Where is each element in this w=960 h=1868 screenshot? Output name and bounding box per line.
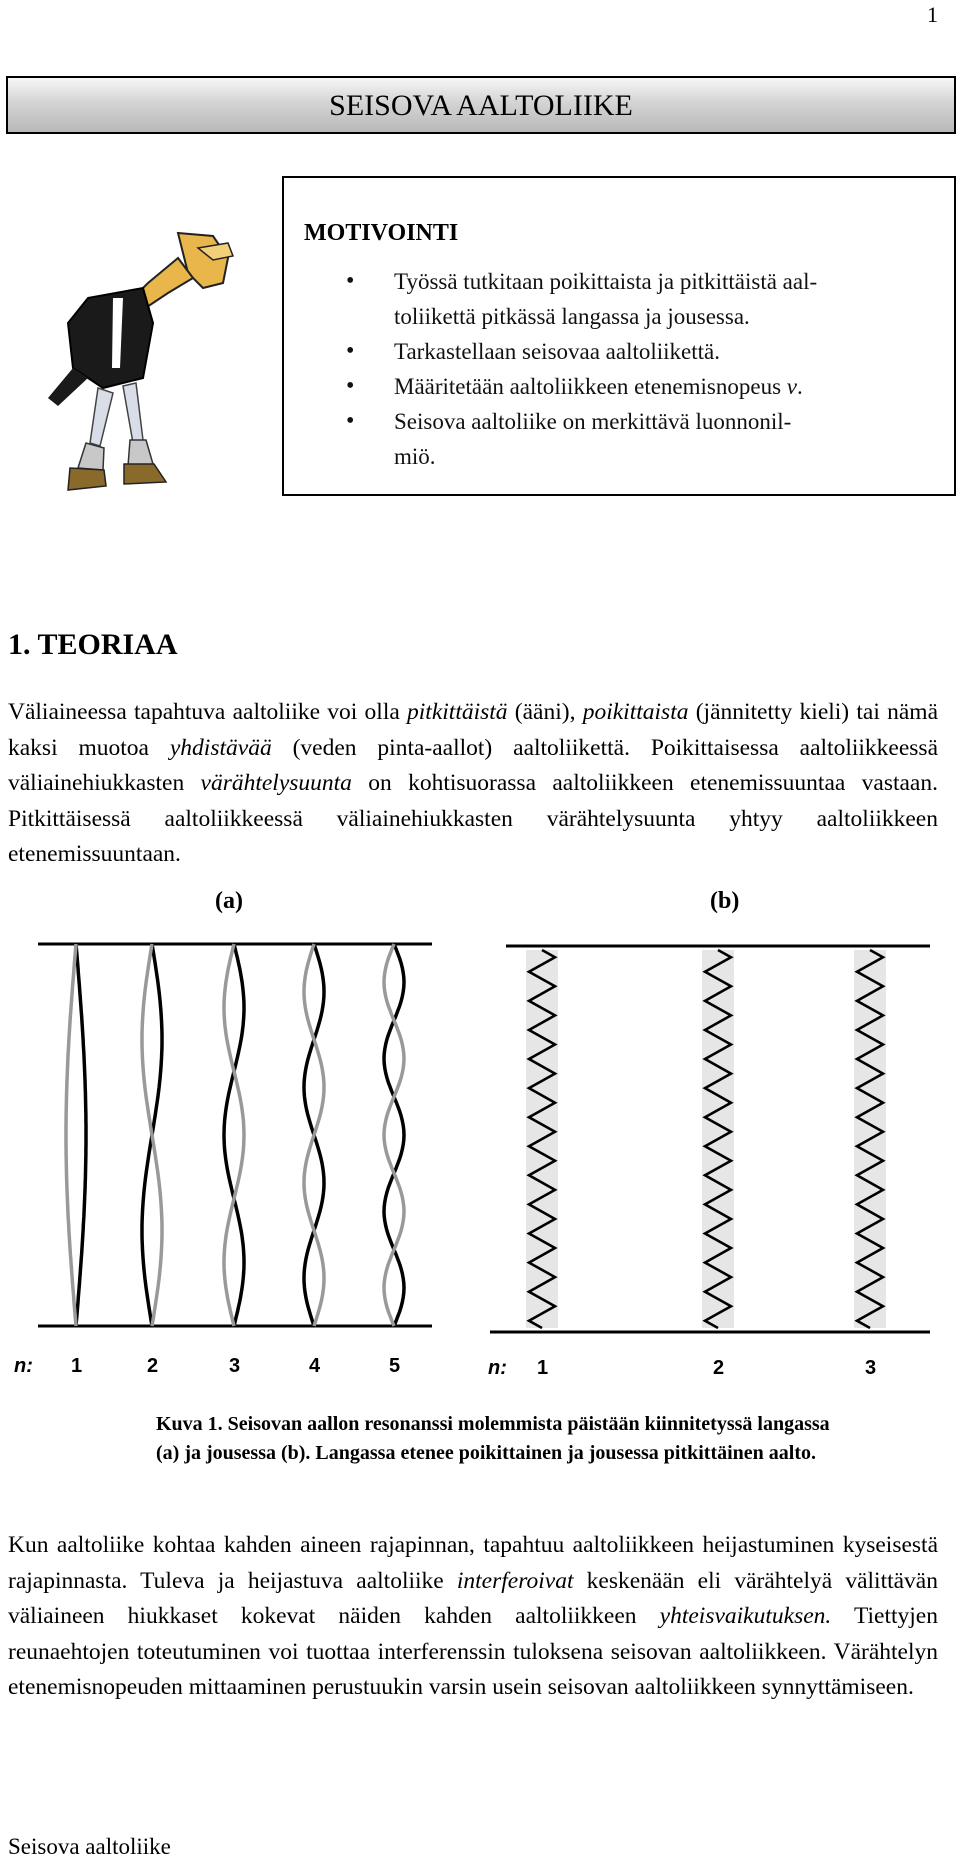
string-wave-mode-1 <box>76 944 86 1326</box>
page-title: SEISOVA AALTOLIIKE <box>6 76 956 134</box>
bullet-icon: • <box>346 268 355 294</box>
figure-b-label: (b) <box>710 888 740 914</box>
string-wave-mode-3 <box>224 944 244 1326</box>
mode-labels-a <box>71 1355 400 1377</box>
list-item: • Työssä tutkitaan poikittaista ja pitkittäistä aal- toliikettä pitkässä langassa ja jousessa. <box>344 264 934 334</box>
motivation-list <box>344 264 934 474</box>
n-label-b: n: <box>488 1357 507 1379</box>
mode-label: 2 <box>713 1357 725 1379</box>
string-wave-mode-3 <box>224 944 244 1326</box>
list-item: • Tarkastellaan seisovaa aaltoliikettä. <box>344 334 934 369</box>
mode-label: 1 <box>71 1355 83 1377</box>
motivation-heading: MOTIVOINTI <box>304 220 459 246</box>
string-modes <box>66 944 404 1326</box>
motivation-box <box>282 176 956 496</box>
section-title: 1. TEORIAA <box>8 628 178 661</box>
footer-text: Seisova aaltoliike <box>8 1834 171 1859</box>
standing-wave-figure <box>0 930 960 1390</box>
list-item: • Seisova aaltoliike on merkittävä luonnonil- miö. <box>344 404 934 474</box>
string-wave-mode-1 <box>66 944 76 1326</box>
mode-label: 3 <box>229 1355 241 1377</box>
spring-modes <box>526 950 886 1328</box>
bullet-icon: • <box>346 338 355 364</box>
string-wave-mode-4 <box>304 944 324 1326</box>
bullet-icon: • <box>346 408 355 434</box>
paragraph: Väliaineessa tapahtuva aaltoliike voi olla pitkittäistä (ääni), poikittaista (jännitetty kieli) tai nämä kaksi muotoa yhdistävää (veden pinta-aallot) aaltoliikettä. Poikittaisessa aaltoliikkeessä väliainehiukkasten värähtelysuunta on kohtisuorassa aaltoliikkeen etenemissuuntaa vastaan. Pitkittäisessä aaltoliikkeessä väliainehiukkasten värähtelysuunta yhtyy aaltoliikkeen etenemissuuntaan. <box>8 699 938 867</box>
figure-caption: Kuva 1. Seisovan aallon resonanssi molemmista päistään kiinnitetyssä langassa (a) ja jousessa (b). Langassa etenee poikittainen ja jousessa pitkittäinen aalto. <box>156 1413 830 1464</box>
mode-label: 1 <box>537 1357 549 1379</box>
n-label-a: n: <box>14 1355 33 1377</box>
bullet-icon: • <box>346 373 355 399</box>
mode-label: 4 <box>309 1355 321 1377</box>
cartoon-illustration <box>28 228 258 508</box>
mode-label: 5 <box>389 1355 401 1377</box>
mode-label: 3 <box>865 1357 877 1379</box>
page-number: 1 <box>927 2 938 27</box>
list-item: • Määritetään aaltoliikkeen etenemisnopeus v. <box>344 369 934 404</box>
mode-label: 2 <box>147 1355 159 1377</box>
paragraph: Kun aaltoliike kohtaa kahden aineen rajapinnan, tapahtuu aaltoliikkeen heijastuminen kyseisestä rajapinnasta. Tuleva ja heijastuva aaltoliike interferoivat keskenään eli värähtelyä välittävän väliaineen hiukkaset kokevat näiden kahden aaltoliikkeen yhteisvaikutuksen. Tiettyjen reunaehtojen toteutuminen voi tuottaa interferenssin tuloksena seisovan aaltoliikkeen. Värähtelyn etenemisnopeuden mittaaminen perustuukin varsin usein seisovan aaltoliikkeen synnyttämiseen. <box>8 1532 938 1700</box>
figure-a-label: (a) <box>215 888 243 914</box>
mode-labels-b <box>537 1357 876 1379</box>
